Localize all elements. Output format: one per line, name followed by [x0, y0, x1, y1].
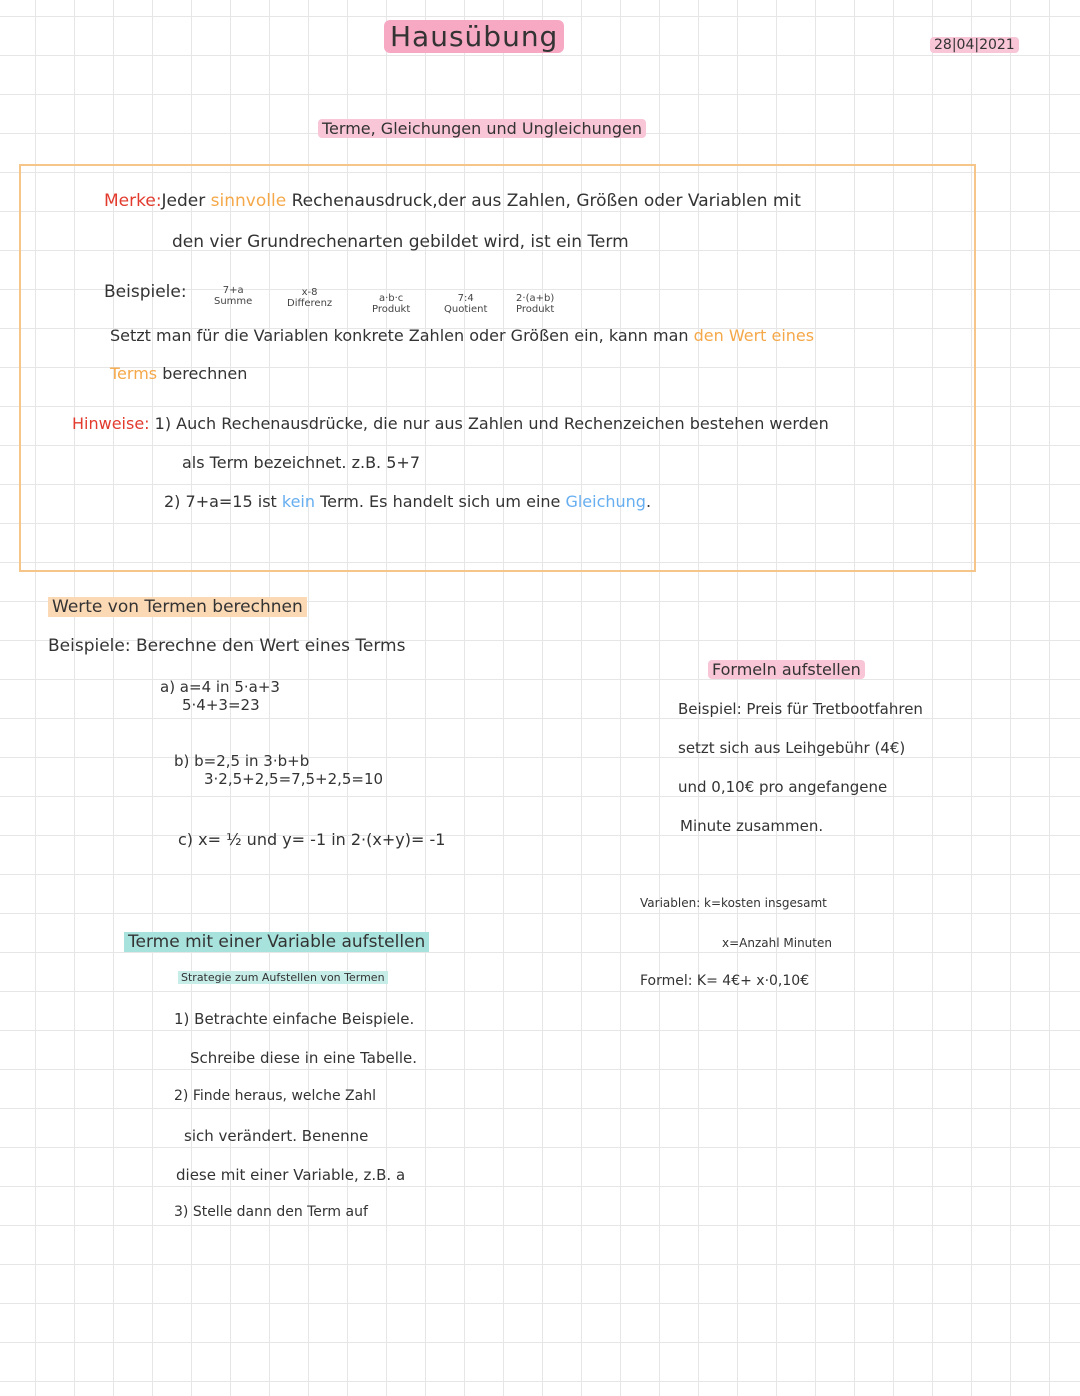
wert-text-b: berechnen	[157, 364, 248, 383]
example-name: Summe	[214, 296, 253, 307]
example-name: Produkt	[516, 304, 555, 315]
formeln-line-4: Minute zusammen.	[680, 817, 824, 835]
example-4	[444, 293, 487, 315]
step-line-4: sich verändert. Benenne	[184, 1127, 369, 1145]
wert-line-2	[110, 364, 247, 383]
example-2	[287, 287, 332, 309]
example-expr: 2·(a+b)	[516, 293, 555, 304]
page-title: Hausübung	[384, 20, 564, 53]
hint-gleichung: Gleichung	[565, 492, 646, 511]
terms-highlight: Terms	[110, 364, 158, 383]
variablen-line-2: x=Anzahl Minuten	[722, 936, 832, 950]
variablen-line-1: Variablen: k=kosten insgesamt	[640, 896, 827, 910]
hinweise-line-1	[72, 414, 829, 433]
example-5	[516, 293, 554, 315]
merke-line-2: den vier Grundrechenarten gebildet wird, ist ein Term	[172, 232, 629, 252]
example-expr: a·b·c	[378, 293, 404, 304]
hint-2	[164, 492, 651, 511]
formeln-heading: Formeln aufstellen	[708, 660, 865, 679]
topic-subtitle: Terme, Gleichungen und Ungleichungen	[318, 119, 646, 138]
merke-label: Merke:	[104, 191, 162, 211]
step-line-5: diese mit einer Variable, z.B. a	[176, 1166, 406, 1184]
example-expr: 7+a	[222, 285, 244, 296]
date-label: 28|04|2021	[930, 37, 1019, 53]
formel-line: Formel: K= 4€+ x·0,10€	[640, 973, 810, 989]
merke-text-b: Rechenausdruck,der aus Zahlen, Größen oder Variablen mit	[286, 191, 801, 211]
strategy-label: Strategie zum Aufstellen von Termen	[178, 971, 388, 984]
example-name: Produkt	[372, 304, 411, 315]
step-line-6: 3) Stelle dann den Term auf	[174, 1204, 368, 1220]
werte-heading: Werte von Termen berechnen	[48, 597, 307, 617]
example-a-line-2: 5·4+3=23	[182, 696, 260, 714]
hint-2-end: .	[645, 492, 652, 511]
hint-2b: Term. Es handelt sich um eine	[315, 492, 566, 511]
wert-line-1	[110, 326, 814, 345]
aufstellen-heading: Terme mit einer Variable aufstellen	[124, 932, 429, 952]
formeln-line-3: und 0,10€ pro angefangene	[678, 778, 888, 796]
step-line-2: Schreibe diese in eine Tabelle.	[190, 1049, 418, 1067]
formeln-line-1: Beispiel: Preis für Tretbootfahren	[678, 700, 923, 718]
werte-intro: Beispiele: Berechne den Wert eines Terms	[48, 636, 406, 656]
example-name: Quotient	[444, 304, 488, 315]
hint-kein: kein	[281, 492, 316, 511]
example-name: Differenz	[287, 298, 333, 309]
step-line-3: 2) Finde heraus, welche Zahl	[174, 1088, 376, 1104]
wert-text-a: Setzt man für die Variablen konkrete Zahlen oder Größen ein, kann man	[110, 326, 694, 345]
hint-2a: 2) 7+a=15 ist	[164, 492, 282, 511]
example-a-line-1: a) a=4 in 5·a+3	[160, 678, 280, 696]
merke-highlight-sinnvolle: sinnvolle	[210, 191, 287, 211]
wert-highlight: den Wert eines	[693, 326, 815, 345]
example-3	[372, 293, 410, 315]
merke-text-a: Jeder	[161, 191, 211, 211]
hinweise-label: Hinweise:	[72, 414, 150, 433]
example-expr: 7:4	[457, 293, 474, 304]
example-b-line-1: b) b=2,5 in 3·b+b	[174, 752, 310, 770]
hint-1b: als Term bezeichnet. z.B. 5+7	[182, 453, 420, 472]
step-line-1: 1) Betrachte einfache Beispiele.	[174, 1010, 415, 1028]
merke-line-1	[104, 191, 801, 211]
formeln-line-2: setzt sich aus Leihgebühr (4€)	[678, 739, 906, 757]
beispiele-label: Beispiele:	[104, 282, 187, 302]
example-c-line-1: c) x= ½ und y= -1 in 2·(x+y)= -1	[178, 830, 446, 849]
hint-1a: 1) Auch Rechenausdrücke, die nur aus Zahlen und Rechenzeichen bestehen werden	[154, 414, 829, 433]
example-expr: x-8	[301, 287, 318, 298]
example-1	[214, 285, 252, 307]
example-b-line-2: 3·2,5+2,5=7,5+2,5=10	[204, 770, 384, 788]
